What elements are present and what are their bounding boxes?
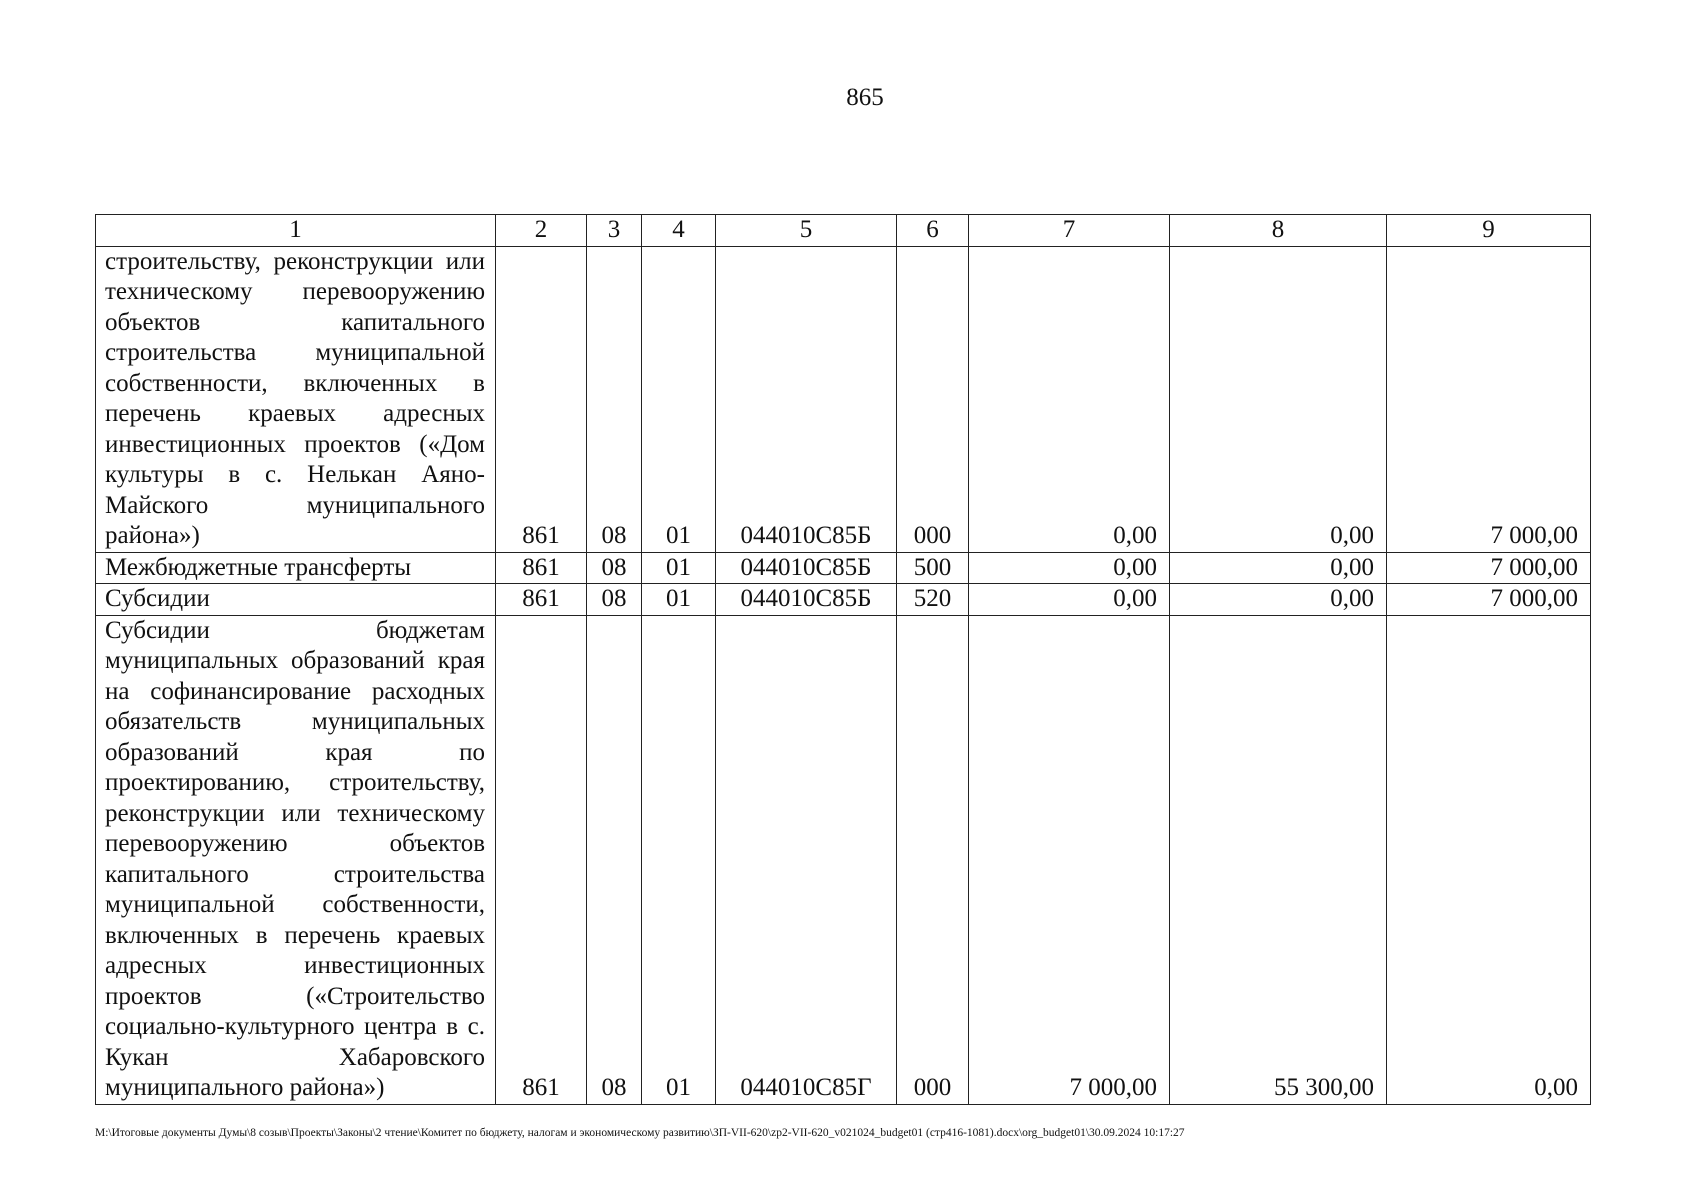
grbs-cell: 861 <box>496 552 587 584</box>
subsection-cell: 01 <box>642 552 716 584</box>
row-name-cell: Субсидии бюджетам муниципальных образований края на софинансирование расходных обязательств муниципальных образований края по проектированию, строительству, реконструкции или техническому перевооружению объектов капитального строительства муниципальной собственности, включенных в перечень краевых адресных инвестиционных проектов («Строительство социально-культурного центра в с. Кукан Хабаровского муниципального района») <box>96 615 496 1104</box>
table-header-row <box>96 215 1591 247</box>
row-name-cell: строительству, реконструкции или техническому перевооружению объектов капитального строительства муниципальной собственности, включенных в перечень краевых адресных инвестиционных проектов («Дом культуры в с. Нелькан Аяно-Майского муниципального района») <box>96 246 496 552</box>
header-cell: 5 <box>716 215 897 247</box>
target-article-cell: 044010С85Б <box>716 552 897 584</box>
target-article-cell: 044010С85Б <box>716 246 897 552</box>
amount-col8-cell: 0,00 <box>1170 584 1387 616</box>
amount-col8-cell: 0,00 <box>1170 246 1387 552</box>
target-article-cell: 044010С85Б <box>716 584 897 616</box>
amount-col9-cell: 0,00 <box>1387 615 1591 1104</box>
amount-col7-cell: 0,00 <box>969 246 1170 552</box>
subsection-cell: 01 <box>642 615 716 1104</box>
amount-col7-cell: 0,00 <box>969 552 1170 584</box>
table-row <box>96 584 1591 616</box>
grbs-cell: 861 <box>496 615 587 1104</box>
amount-col7-cell: 0,00 <box>969 584 1170 616</box>
header-cell: 9 <box>1387 215 1591 247</box>
header-cell: 6 <box>897 215 969 247</box>
grbs-cell: 861 <box>496 584 587 616</box>
expense-type-cell: 520 <box>897 584 969 616</box>
row-name-cell: Субсидии <box>96 584 496 616</box>
header-cell: 7 <box>969 215 1170 247</box>
subsection-cell: 01 <box>642 584 716 616</box>
section-cell: 08 <box>587 584 642 616</box>
expense-type-cell: 000 <box>897 615 969 1104</box>
section-cell: 08 <box>587 615 642 1104</box>
row-name-cell: Межбюджетные трансферты <box>96 552 496 584</box>
section-cell: 08 <box>587 246 642 552</box>
budget-table <box>95 214 1591 1105</box>
section-cell: 08 <box>587 552 642 584</box>
amount-col8-cell: 55 300,00 <box>1170 615 1387 1104</box>
amount-col9-cell: 7 000,00 <box>1387 552 1591 584</box>
expense-type-cell: 000 <box>897 246 969 552</box>
header-cell: 4 <box>642 215 716 247</box>
amount-col9-cell: 7 000,00 <box>1387 584 1591 616</box>
page-number: 865 <box>846 84 884 111</box>
table-row <box>96 552 1591 584</box>
table-body <box>96 215 1591 1105</box>
grbs-cell: 861 <box>496 246 587 552</box>
target-article-cell: 044010С85Г <box>716 615 897 1104</box>
amount-col9-cell: 7 000,00 <box>1387 246 1591 552</box>
amount-col8-cell: 0,00 <box>1170 552 1387 584</box>
expense-type-cell: 500 <box>897 552 969 584</box>
header-cell: 8 <box>1170 215 1387 247</box>
amount-col7-cell: 7 000,00 <box>969 615 1170 1104</box>
header-cell: 1 <box>96 215 496 247</box>
table-row <box>96 615 1591 1104</box>
header-cell: 2 <box>496 215 587 247</box>
table-row <box>96 246 1591 552</box>
subsection-cell: 01 <box>642 246 716 552</box>
header-cell: 3 <box>587 215 642 247</box>
document-file-path: M:\Итоговые документы Думы\8 созыв\Проекты\Законы\2 чтение\Комитет по бюджету, налогам и экономическому развитию\ЗП-VII-620\zp2-VII-620_v021024_budget01 (стр416-1081).docx\org_budget01\30.09.2024 10:17:27 <box>95 1127 1185 1139</box>
